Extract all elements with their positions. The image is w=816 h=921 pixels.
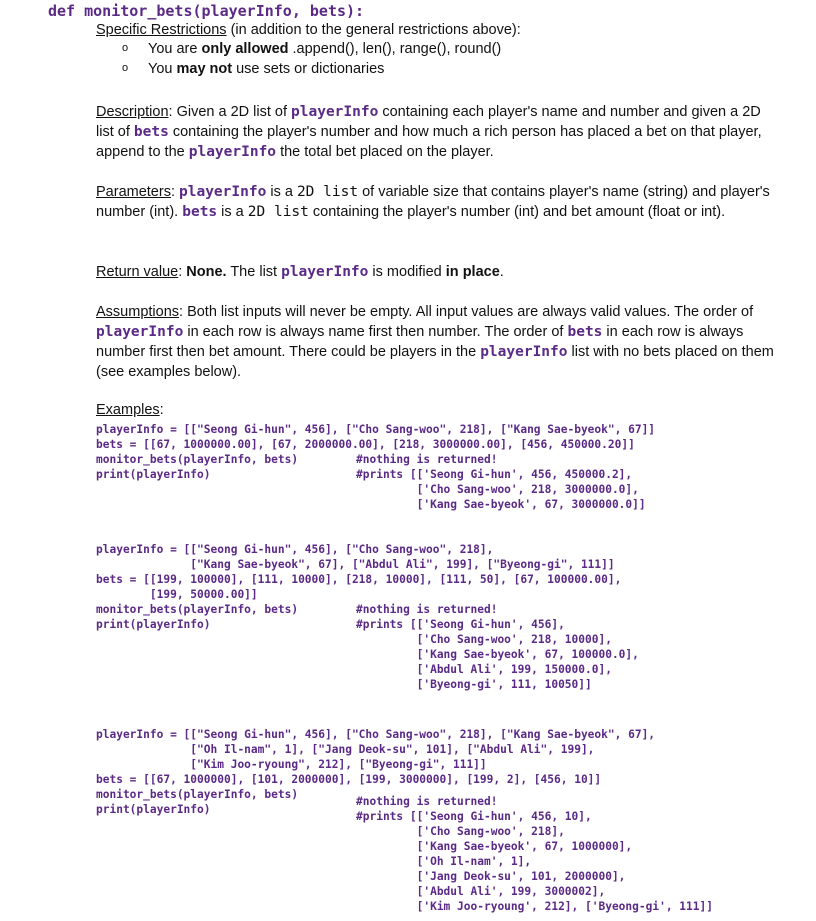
example-1-output: #nothing is returned! #prints [['Seong Gi-hun', 456, 450000.2], ['Cho Sang-woo', 218, 3000000.0], ['Kang Sae-byeok', 67, 3000000.0]] bbox=[356, 453, 646, 511]
para-text: is modified bbox=[368, 264, 446, 280]
return-value-paragraph bbox=[96, 262, 776, 282]
function-signature: def monitor_bets(playerInfo, bets): bbox=[48, 2, 365, 20]
code-ref: playerInfo bbox=[179, 184, 267, 200]
para-text: containing the player's number and how much a rich person has placed a bet on that player, append to the bbox=[96, 124, 762, 160]
code-ref: playerInfo bbox=[188, 144, 277, 160]
para-text: : bbox=[170, 184, 180, 200]
para-text: . bbox=[499, 264, 504, 280]
bullet-icon: o bbox=[122, 62, 129, 74]
para-text: list with no bets placed on them (see examples below). bbox=[96, 344, 774, 380]
code-ref: playerInfo bbox=[480, 344, 568, 360]
para-text: The list bbox=[226, 264, 282, 280]
examples-title: Examples bbox=[96, 402, 160, 418]
in-place-emphasis: in place bbox=[445, 264, 500, 280]
restrictions-title: Specific Restrictions bbox=[96, 22, 227, 38]
para-text: of variable size that contains player's name (string) and player's number (int). bbox=[96, 184, 770, 220]
restriction-emphasis: only allowed bbox=[201, 41, 289, 57]
examples-colon: : bbox=[159, 402, 164, 418]
code-ref: playerInfo bbox=[281, 264, 369, 280]
para-text: containing each player's name and number and given a 2D list of bbox=[96, 104, 761, 140]
code-ref: playerInfo bbox=[291, 104, 379, 120]
restriction-item-allowed bbox=[148, 41, 501, 57]
para-text: containing the player's number (int) and bet amount (float or int). bbox=[308, 204, 726, 220]
example-2-code: playerInfo = [["Seong Gi-hun", 456], ["Cho Sang-woo", 218], ["Kang Sae-byeok", 67], ["Abdul Ali", 199], ["Byeong-gi", 111]] bets = [[199, 100000], [111, 10000], [218, 10000], [111, 50], [67, 100000.00], [199, 50000.00]] monitor_bets(playerInfo, bets) print(playerInfo) bbox=[96, 543, 622, 631]
parameters-heading: Parameters bbox=[96, 184, 171, 200]
code-ref: bets bbox=[133, 124, 169, 140]
example-1-code: playerInfo = [["Seong Gi-hun", 456], ["Cho Sang-woo", 218], ["Kang Sae-byeok", 67]] bets = [[67, 1000000.00], [67, 2000000.00], [218, 3000000.00], [456, 450000.20]] monitor_bets(playerInfo, bets) print(playerInfo) bbox=[96, 423, 656, 481]
restriction-emphasis: may not bbox=[176, 61, 233, 77]
return-none: None. bbox=[186, 264, 227, 280]
code-ref: playerInfo bbox=[96, 324, 184, 340]
para-text: in each row is always number first then bet amount. There could be players in the bbox=[96, 324, 744, 360]
para-text: is a bbox=[266, 184, 297, 200]
description-heading: Description bbox=[96, 104, 169, 120]
para-text: : Given a 2D list of bbox=[168, 104, 292, 120]
parameters-paragraph bbox=[96, 182, 776, 222]
restriction-text: .append(), len(), range(), round() bbox=[288, 41, 502, 57]
example-3-code: playerInfo = [["Seong Gi-hun", 456], ["Cho Sang-woo", 218], ["Kang Sae-byeok", 67], ["Oh Il-nam", 1], ["Jang Deok-su", 101], ["Abdul Ali", 199], ["Kim Joo-ryoung", 212], ["Byeong-gi", 111]] bets = [[67, 1000000], [101, 2000000], [199, 3000000], [199, 2], [456, 10]] monitor_bets(playerInfo, bets) print(playerInfo) bbox=[96, 728, 656, 816]
example-2-output: #nothing is returned! #prints [['Seong Gi-hun', 456], ['Cho Sang-woo', 218, 10000], ['Kang Sae-byeok', 67, 100000.0], ['Abdul Ali', 199, 150000.0], ['Byeong-gi', 111, 10050]] bbox=[356, 603, 639, 691]
examples-heading bbox=[96, 402, 164, 418]
example-3-output: #nothing is returned! #prints [['Seong Gi-hun', 456, 10], ['Cho Sang-woo', 218], ['Kang Sae-byeok', 67, 1000000], ['Oh Il-nam', 1], ['Jang Deok-su', 101, 2000000], ['Abdul Ali', 199, 3000002], ['Kim Joo-ryoung', 212], ['Byeong-gi', 111]] bbox=[356, 795, 713, 913]
para-text: : Both list inputs will never be empty. All input values are always valid values. The order of bbox=[179, 304, 754, 320]
description-paragraph bbox=[96, 102, 776, 162]
restriction-text: use sets or dictionaries bbox=[232, 61, 385, 77]
assumptions-paragraph bbox=[96, 302, 776, 382]
bullet-icon: o bbox=[122, 42, 129, 54]
para-text: in each row is always name first then number. The order of bbox=[183, 324, 568, 340]
code-type: 2D list bbox=[296, 184, 359, 200]
para-text: : bbox=[178, 264, 187, 280]
para-text: is a bbox=[217, 204, 248, 220]
return-value-heading: Return value bbox=[96, 264, 179, 280]
restriction-text: You bbox=[148, 61, 177, 77]
restrictions-heading bbox=[96, 22, 521, 38]
restriction-text: You are bbox=[148, 41, 202, 57]
restrictions-title-suffix: (in addition to the general restrictions above): bbox=[226, 22, 521, 38]
assumptions-heading: Assumptions bbox=[96, 304, 180, 320]
restriction-item-forbidden bbox=[148, 61, 384, 77]
code-ref: bets bbox=[182, 204, 218, 220]
para-text: the total bet placed on the player. bbox=[276, 144, 494, 160]
code-ref: bets bbox=[567, 324, 603, 340]
code-type: 2D list bbox=[247, 204, 309, 220]
